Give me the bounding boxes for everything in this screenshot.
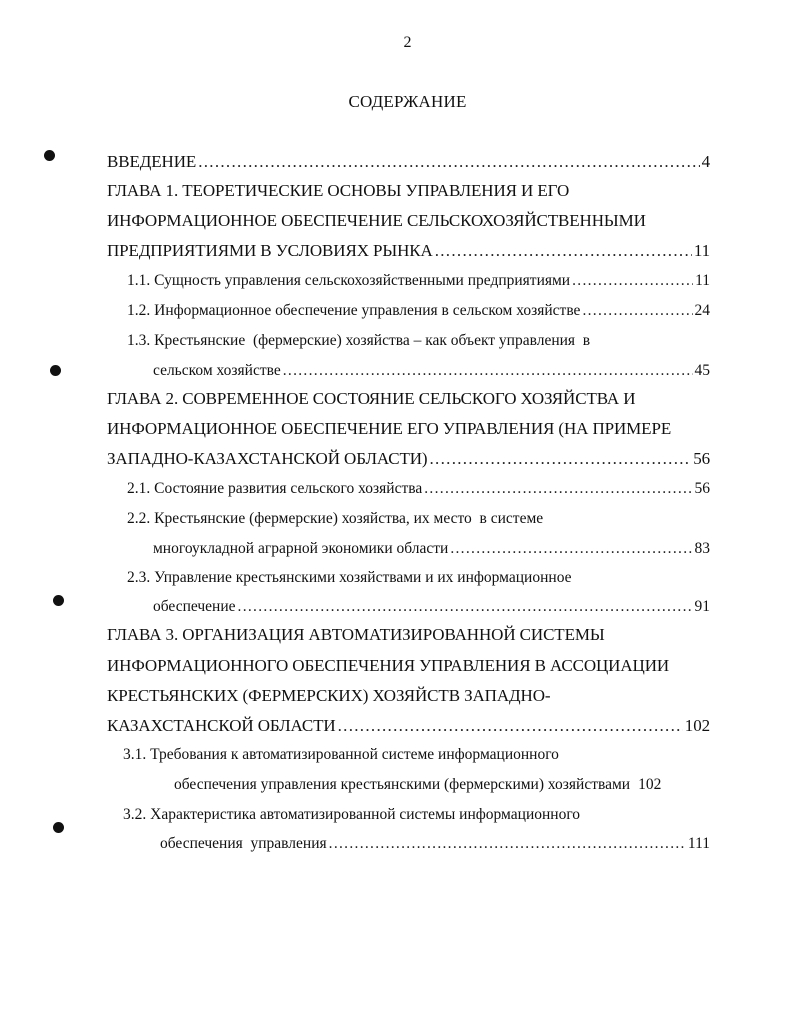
toc-page-number: 4 (701, 152, 710, 171)
toc-entry-chapter-1[interactable] (107, 240, 710, 262)
toc-page-number: 11 (693, 241, 710, 260)
leader-dots (338, 715, 683, 737)
punch-hole (53, 822, 64, 833)
toc-entry-label: многоукладной аграрной экономики области (153, 540, 449, 557)
chapter-2-heading-line: ИНФОРМАЦИОННОЕ ОБЕСПЕЧЕНИЕ ЕГО УПРАВЛЕНИЯ (НА ПРИМЕРЕ (107, 419, 672, 438)
toc-page-number: 102 (684, 716, 710, 735)
toc-entry-label: обеспечения управления крестьянскими (фермерскими) хозяйствами (174, 776, 631, 793)
leader-dots (238, 596, 693, 618)
toc-entry-label: сельском хозяйстве (153, 362, 281, 379)
chapter-1-heading-line: ГЛАВА 1. ТЕОРЕТИЧЕСКИЕ ОСНОВЫ УПРАВЛЕНИЯ И ЕГО (107, 181, 570, 200)
chapter-2-heading-line: ГЛАВА 2. СОВРЕМЕННОЕ СОСТОЯНИЕ СЕЛЬСКОГО ХОЗЯЙСТВА И (107, 389, 636, 408)
toc-page-number: 56 (694, 480, 710, 497)
toc-entry-section-1-1[interactable] (127, 270, 710, 292)
toc-entry-section-3-2[interactable] (160, 833, 710, 855)
toc-entry-section-2-2-label[interactable]: 2.2. Крестьянские (фермерские) хозяйства, их место в системе (127, 510, 544, 527)
toc-entry-section-3-1[interactable] (174, 774, 710, 796)
toc-page-number: 24 (694, 302, 710, 319)
toc-page-number: 11 (695, 272, 710, 289)
chapter-3-heading-line: ГЛАВА 3. ОРГАНИЗАЦИЯ АВТОМАТИЗИРОВАННОЙ СИСТЕМЫ (107, 625, 605, 644)
punch-hole (53, 595, 64, 606)
page-number: 2 (403, 34, 412, 51)
toc-entry-section-2-3[interactable] (153, 596, 710, 618)
toc-entry-label: 2.1. Состояние развития сельского хозяйства (127, 480, 423, 497)
toc-entry-section-2-2[interactable] (153, 538, 710, 560)
toc-entry-section-3-1-label[interactable]: 3.1. Требования к автоматизированной системе информационного (123, 746, 559, 763)
toc-entry-section-1-3-label[interactable]: 1.3. Крестьянские (фермерские) хозяйства – как объект управления в (127, 332, 591, 349)
toc-entry-label: 1.2. Информационное обеспечение управления в сельском хозяйстве (127, 302, 581, 319)
leader-dots (582, 300, 692, 322)
toc-page-number: 56 (693, 449, 710, 468)
toc-page-number: 102 (638, 776, 662, 793)
toc-page-number: 83 (694, 540, 710, 557)
toc-entry-label: КАЗАХСТАНСКОЙ ОБЛАСТИ (107, 716, 336, 735)
leader-dots (450, 538, 692, 560)
punch-hole (44, 150, 55, 161)
leader-dots (435, 240, 692, 262)
toc-entry-label: 1.1. Сущность управления сельскохозяйственными предприятиями (127, 272, 571, 289)
leader-dots (329, 833, 686, 855)
toc-entry-chapter-3[interactable] (107, 715, 710, 737)
toc-entry-label: обеспечение (153, 598, 236, 615)
leader-dots (430, 448, 692, 470)
leader-dots (572, 270, 693, 292)
leader-dots (198, 151, 699, 173)
leader-dots (283, 360, 693, 382)
punch-hole (50, 365, 61, 376)
toc-entry-label: ЗАПАДНО-КАЗАХСТАНСКОЙ ОБЛАСТИ) (107, 449, 428, 468)
toc-entry-section-1-3[interactable] (153, 360, 710, 382)
toc-entry-intro[interactable] (107, 151, 710, 173)
chapter-1-heading-line: ИНФОРМАЦИОННОЕ ОБЕСПЕЧЕНИЕ СЕЛЬСКОХОЗЯЙСТВЕННЫМИ (107, 211, 646, 230)
toc-entry-chapter-2[interactable] (107, 448, 710, 470)
toc-entry-section-2-1[interactable] (127, 478, 710, 500)
toc-entry-section-2-3-label[interactable]: 2.3. Управление крестьянскими хозяйствами и их информационное (127, 569, 572, 586)
chapter-3-heading-line: ИНФОРМАЦИОННОГО ОБЕСПЕЧЕНИЯ УПРАВЛЕНИЯ В АССОЦИАЦИИ (107, 656, 670, 675)
chapter-3-heading-line: КРЕСТЬЯНСКИХ (ФЕРМЕРСКИХ) ХОЗЯЙСТВ ЗАПАДНО- (107, 686, 551, 705)
toc-page-number: 45 (694, 362, 710, 379)
toc-entry-label: обеспечения управления (160, 835, 327, 852)
toc-title: СОДЕРЖАНИЕ (348, 92, 467, 111)
toc-page-number: 91 (694, 598, 710, 615)
toc-entry-section-1-2[interactable] (127, 300, 710, 322)
toc-entry-label: ПРЕДПРИЯТИЯМИ В УСЛОВИЯХ РЫНКА (107, 241, 433, 260)
toc-entry-label: ВВЕДЕНИЕ (107, 152, 197, 171)
toc-page-number: 111 (687, 835, 710, 852)
toc-entry-section-3-2-label[interactable]: 3.2. Характеристика автоматизированной системы информационного (123, 806, 581, 823)
leader-dots (424, 478, 692, 500)
